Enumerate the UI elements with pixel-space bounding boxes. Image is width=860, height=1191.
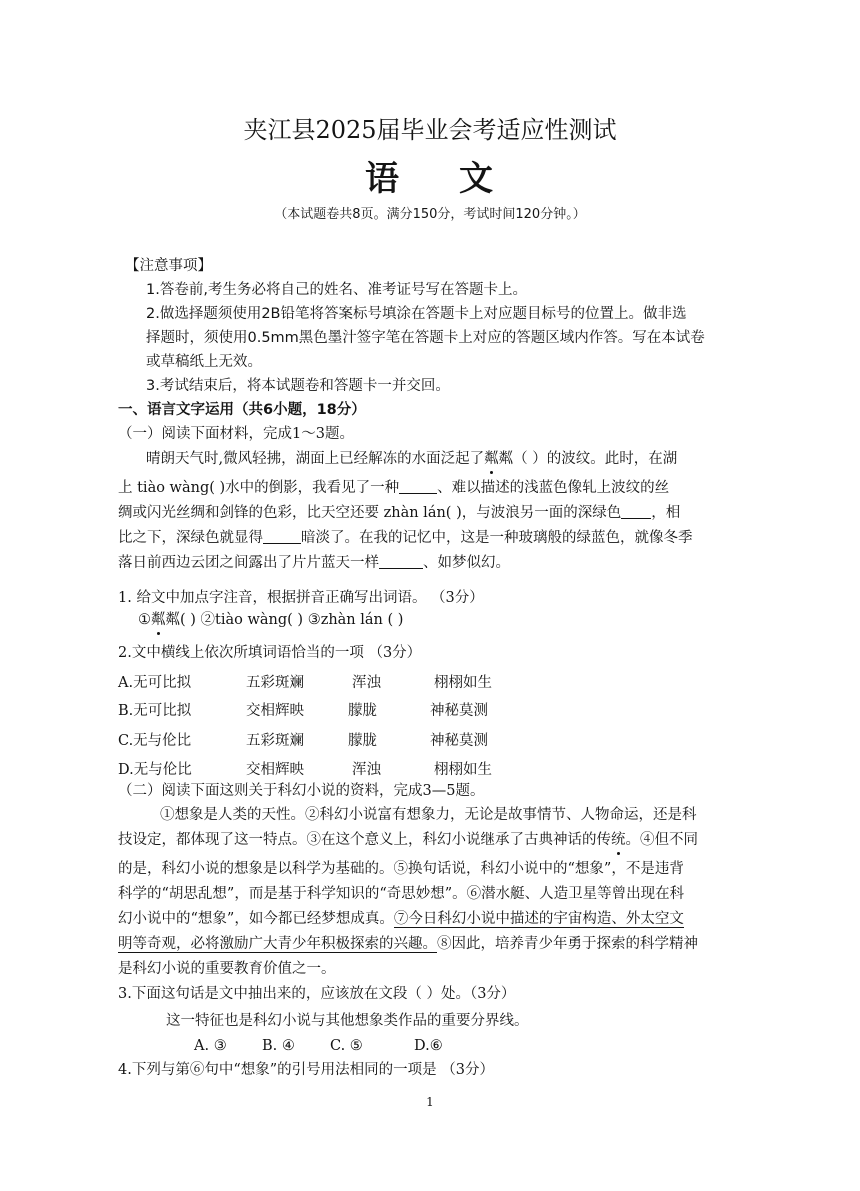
q1-stem: 1. 给文中加点字注音，根据拼音正确写出词语。 （3分） [118,590,484,606]
subject-title [0,157,860,201]
q2-option-c-label[interactable]: C.无与伦比 [118,733,192,749]
q3-option-b[interactable]: B. ④ [262,1038,295,1054]
dotted-char: 统 [611,832,626,848]
fill-blank[interactable] [379,554,423,569]
passage1-line-1 [146,449,677,469]
q4-stem: 4.下列与第⑥句中“想象”的引号用法相同的一项是 （3分） [118,1062,494,1078]
q2-option-c-word2: 朦胧 [348,733,377,749]
underlined-sentence: ⑦今日科幻小说中描述的宇宙构造、外太空文 [393,911,684,927]
subject-char-right: 文 [459,159,495,199]
passage2-line-6 [118,934,698,954]
q3-sentence: 这一特征也是科幻小说与其他想象类作品的重要分界线。 [166,1013,529,1029]
q2-option-d-word1: 交相辉映 [246,762,304,778]
notice-item-2c: 或草稿纸上无效。 [146,354,262,370]
passage1-text: 落日前西边云团之间露出了片片蓝天一样 [118,555,379,571]
passage2-line-5 [118,909,684,929]
q2-option-c-word1: 五彩斑斓 [246,733,304,749]
passage1-text: 暗淡了。在我的记忆中，这是一种玻璃般的绿蓝色，就像冬季 [301,530,693,546]
passage1-text: 上 tiào wàng( )水中的倒影，我看见了一种 [118,480,400,496]
passage2-text: 幻小说中的“想象”，如今都已经梦想成真。 [118,911,394,927]
q3-stem: 3.下面这句话是文中抽出来的，应该放在文段（ ）处。（3分） [118,986,516,1002]
passage1-text: 绸或闪光丝绸和剑锋的色彩，比天空还要 zhàn lán( )，与波浪另一面的深绿色 [118,505,622,521]
notice-item-3: 3.考试结束后，将本试题卷和答题卡一并交回。 [146,378,450,394]
passage2-line-3: 的是，科幻小说的想象是以科学为基础的。⑤换句话说，科幻小说中的“想象”，不是违背 [118,861,684,877]
q2-option-a-label[interactable]: A.无可比拟 [118,675,192,691]
q1-text: 粼( ) ②tiào wàng( ) ③zhàn lán ( ) [165,612,404,628]
q2-stem: 2.文中横线上依次所填词语恰当的一项 （3分） [118,645,422,661]
exam-title: 夹江县2025届毕业会考适应性测试 [243,116,617,144]
q2-option-b-word2: 朦胧 [348,703,377,719]
q1-text: ① [138,612,151,628]
passage1-line-5 [118,553,510,573]
section1-score: （共6小题，18分） [234,402,366,418]
passage1-line-2 [118,478,669,498]
subject-char-left: 语 [365,159,401,199]
exam-info: （本试题卷共8页。满分150分，考试时间120分钟。） [274,207,586,222]
passage1-line-3 [118,503,680,523]
passage1-text: 晴朗天气时,微风轻拂，湖面上已经解冻的水面泛起了 [146,451,485,467]
fill-blank[interactable] [399,479,437,494]
q2-option-b-word1: 交相辉映 [246,703,304,719]
q2-option-d-word2: 浑浊 [352,762,381,778]
notice-heading: 【注意事项】 [125,258,212,274]
passage1-text: 、难以描述的浅蓝色像轧上波纹的丝 [437,480,670,496]
passage2-line-2 [118,830,698,850]
dotted-char: 粼 [484,451,499,467]
q3-option-a[interactable]: A. ③ [194,1038,227,1054]
passage1-text: 粼（ ）的波纹。此时，在湖 [498,451,678,467]
notice-item-1: 1.答卷前,考生务必将自己的姓名、准考证号写在答题卡上。 [146,282,527,298]
q2-option-a-word1: 五彩斑斓 [246,675,304,691]
q3-option-d[interactable]: D.⑥ [414,1038,443,1054]
q2-option-b-word3: 神秘莫测 [430,703,488,719]
dotted-char: 粼 [151,612,166,628]
passage2-line-1: ①想象是人类的天性。②科幻小说富有想象力，无论是故事情节、人物命运，还是科 [160,807,697,823]
passage2-text: 。④但不同 [625,832,698,848]
q2-option-a-word3: 栩栩如生 [434,675,492,691]
passage1-line-4 [118,528,693,548]
passage2-line-7: 是科幻小说的重要教育价值之一。 [118,961,336,977]
passage1-text: 比之下，深绿色就显得 [118,530,263,546]
underlined-sentence: 明等奇观，必将激励广大青少年积极探索的兴趣。 [118,936,437,952]
passage1-text: ，相 [651,505,681,521]
q2-option-b-label[interactable]: B.无可比拟 [118,703,192,719]
q2-option-d-word3: 栩栩如生 [434,762,492,778]
passage2-line-4: 科学的“胡思乱想”，而是基于科学知识的“奇思妙想”。⑥潜水艇、人造卫星等曾出现在科 [118,886,685,902]
section1-title: 一、语言文字运用 [118,402,234,418]
q3-option-c[interactable]: C. ⑤ [330,1038,363,1054]
notice-item-2a: 2.做选择题须使用2B铅笔将答案标号填涂在答题卡上对应题目标号的位置上。做非选 [146,306,687,322]
q2-option-c-word3: 神秘莫测 [430,733,488,749]
passage1-text: 、如梦似幻。 [423,555,510,571]
part1-intro: （一）阅读下面材料，完成1～3题。 [118,426,354,442]
q2-option-a-word2: 浑浊 [352,675,381,691]
q2-option-d-label[interactable]: D.无与伦比 [118,762,192,778]
passage2-text: ⑧因此，培养青少年勇于探索的科学精神 [437,936,698,952]
fill-blank[interactable] [263,529,301,544]
page-number: 1 [426,1095,434,1109]
fill-blank[interactable] [621,504,651,519]
part2-intro: （二）阅读下面这则关于科幻小说的资料，完成3—5题。 [118,783,485,799]
passage2-text: 技设定，都体现了这一特点。③在这个意义上，科幻小说继承了古典神话的传 [118,832,611,848]
section1-heading [118,400,366,420]
notice-item-2b: 择题时，须使用0.5mm黑色墨汁签字笔在答题卡上对应的答题区域内作答。写在本试卷 [146,330,705,346]
q1-answers [138,610,403,630]
